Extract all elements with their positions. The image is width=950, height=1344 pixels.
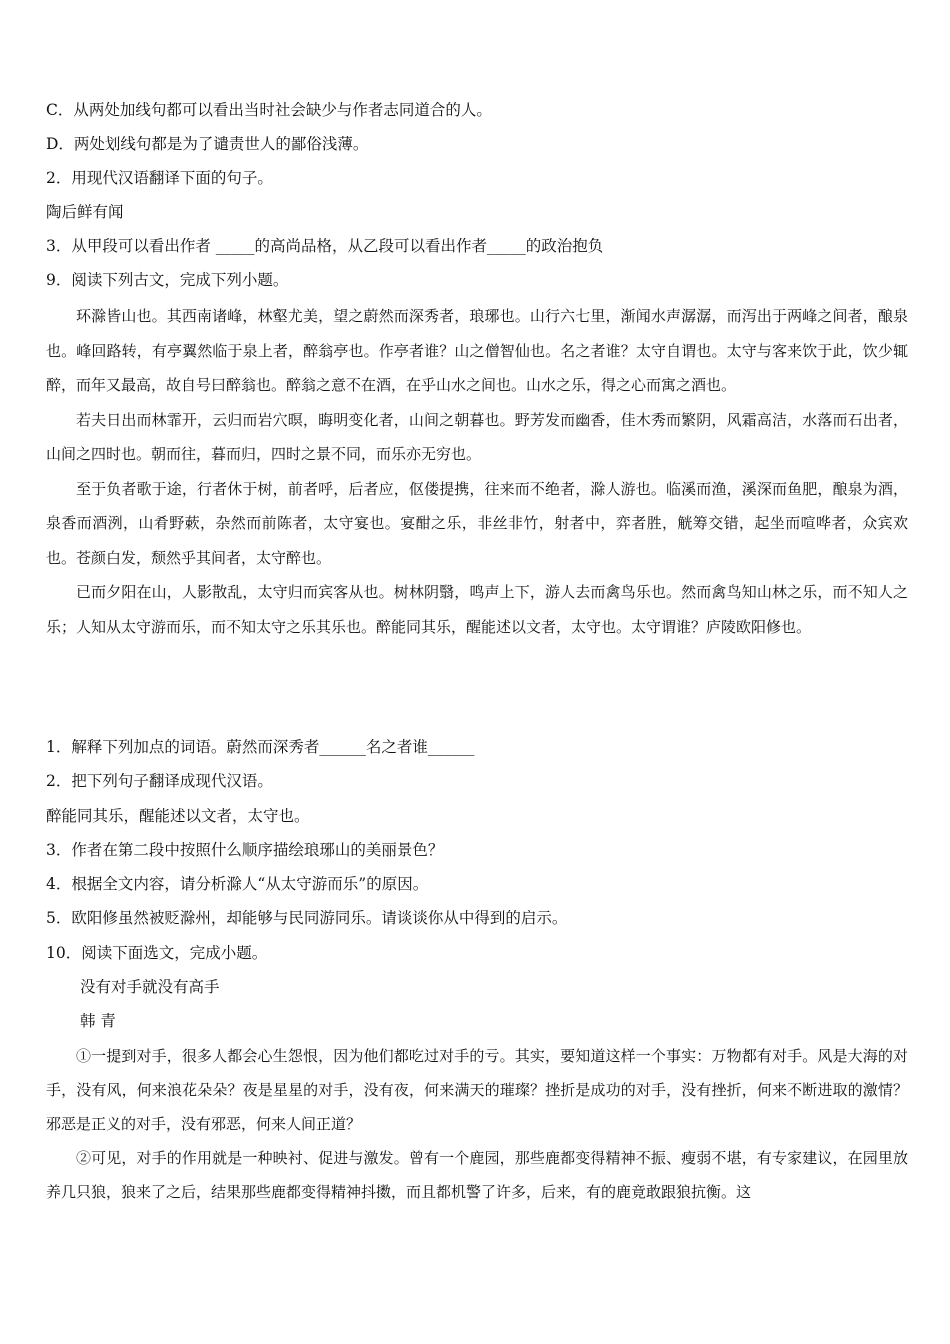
q9-passage bbox=[46, 299, 908, 644]
q10-essay bbox=[46, 1039, 908, 1209]
q9-question-5: 5．欧阳修虽然被贬滁州，却能够与民同游同乐。请谈谈你从中得到的启示。 bbox=[46, 909, 568, 927]
q9-passage-paragraph: 已而夕阳在山，人影散乱，太守归而宾客从也。树林阴翳，鸣声上下，游人去而禽鸟乐也。然而禽鸟知山林之乐，而不知人之乐；人知从太守游而乐，而不知太守之乐其乐也。醉能同其乐，醒能述以文者，太守也。太守谓谁？庐陵欧阳修也。 bbox=[46, 583, 908, 636]
q9-question-1: 1．解释下列加点的词语。蔚然而深秀者______名之者谁______ bbox=[46, 738, 475, 756]
q8-sub2: 2．用现代汉语翻译下面的句子。 bbox=[46, 169, 273, 187]
q10-heading: 10．阅读下面选文，完成小题。 bbox=[46, 944, 268, 962]
q9-question-2: 2．把下列句子翻译成现代汉语。 bbox=[46, 772, 273, 790]
q9-question-2-sentence: 醉能同其乐，醒能述以文者，太守也。 bbox=[46, 807, 310, 825]
option-c: C．从两处加线句都可以看出当时社会缺少与作者志同道合的人。 bbox=[46, 101, 492, 119]
essay-title: 没有对手就没有高手 bbox=[80, 978, 220, 996]
q9-passage-paragraph: 至于负者歌于途，行者休于树，前者呼，后者应，伛偻提携，往来而不绝者，滁人游也。临溪而渔，溪深而鱼肥，酿泉为酒，泉香而酒洌，山肴野蔌，杂然而前陈者，太守宴也。宴酣之乐，非丝非竹，射者中，弈者胜，觥筹交错，起坐而喧哗者，众宾欢也。苍颜白发，颓然乎其间者，太守醉也。 bbox=[46, 479, 908, 567]
option-d: D．两处划线句都是为了谴责世人的鄙俗浅薄。 bbox=[46, 135, 369, 153]
essay-paragraph: ①一提到对手，很多人都会心生怨恨，因为他们都吃过对手的亏。其实，要知道这样一个事实：万物都有对手。风是大海的对手，没有风，何来浪花朵朵？夜是星星的对手，没有夜，何来满天的璀璨？挫折是成功的对手，没有挫折，何来不断进取的激情？邪恶是正义的对手，没有邪恶，何来人间正道？ bbox=[46, 1047, 908, 1133]
q8-sub3: 3．从甲段可以看出作者 _____的高尚品格，从乙段可以看出作者_____的政治抱负 bbox=[46, 237, 604, 255]
q9-question-3: 3．作者在第二段中按照什么顺序描绘琅琊山的美丽景色？ bbox=[46, 841, 444, 859]
q9-passage-paragraph: 环滁皆山也。其西南诸峰，林壑尤美，望之蔚然而深秀者，琅琊也。山行六七里，渐闻水声潺潺，而泻出于两峰之间者，酿泉也。峰回路转，有亭翼然临于泉上者，醉翁亭也。作亭者谁？山之僧智仙也。名之者谁？太守自谓也。太守与客来饮于此，饮少辄醉，而年又最高，故自号曰醉翁也。醉翁之意不在酒，在乎山水之间也。山水之乐，得之心而寓之酒也。 bbox=[46, 307, 908, 394]
q9-heading: 9．阅读下列古文，完成下列小题。 bbox=[46, 271, 289, 289]
essay-paragraph: ②可见，对手的作用就是一种映衬、促进与激发。曾有一个鹿园，那些鹿都变得精神不振、瘦弱不堪，有专家建议，在园里放养几只狼，狼来了之后，结果那些鹿都变得精神抖擞，而且都机警了许多，后来，有的鹿竟敢跟狼抗衡。这 bbox=[46, 1149, 908, 1201]
q9-passage-paragraph: 若夫日出而林霏开，云归而岩穴暝，晦明变化者，山间之朝暮也。野芳发而幽香，佳木秀而繁阴，风霜高洁，水落而石出者，山间之四时也。朝而往，暮而归，四时之景不同，而乐亦无穷也。 bbox=[46, 410, 908, 463]
q9-question-4: 4．根据全文内容，请分析滁人“从太守游而乐”的原因。 bbox=[46, 875, 429, 893]
q8-sub2-sentence: 陶后鲜有闻 bbox=[46, 203, 124, 221]
essay-author: 韩 青 bbox=[80, 1012, 116, 1030]
